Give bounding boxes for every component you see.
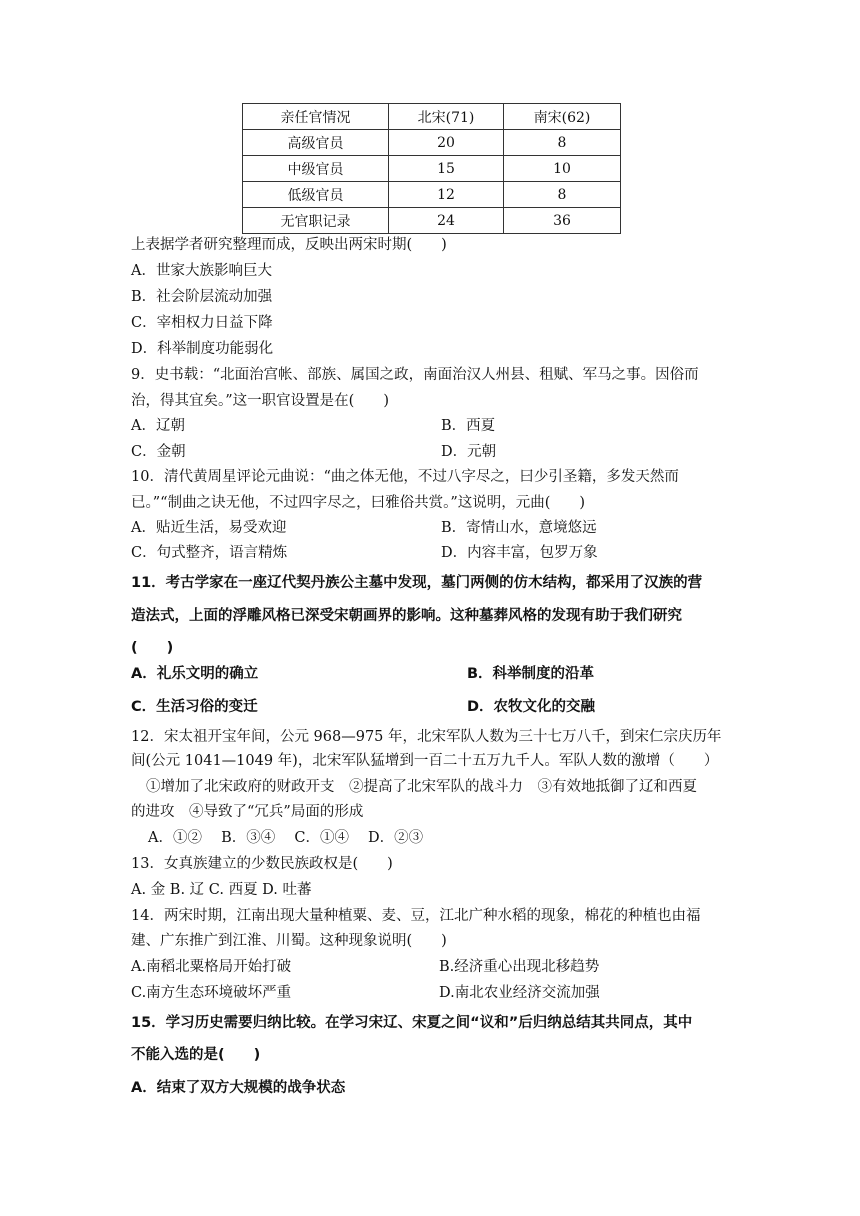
- question-9-line-2: 治，得其宜矣。”这一职官设置是在( ): [131, 393, 389, 409]
- question-10-option-a: A．贴近生活，易受欢迎: [131, 520, 287, 536]
- question-14-option-a: A.南稻北粟格局开始打破: [131, 959, 292, 975]
- question-10-line-1: 10．清代黄周星评论元曲说：“曲之体无他，不过八字尽之，曰少引圣籍，多发天然而: [131, 469, 679, 485]
- question-14-option-c: C.南方生态环境破坏严重: [131, 985, 292, 1001]
- question-15-option-a: A．结束了双方大规模的战争状态: [131, 1080, 346, 1096]
- table-cell: 8: [504, 130, 621, 156]
- question-9-option-b: B．西夏: [441, 418, 496, 434]
- table-cell: 36: [504, 208, 621, 234]
- question-10-option-b: B．寄情山水，意境悠远: [441, 520, 597, 536]
- officials-table: [242, 103, 621, 234]
- table-row: [243, 156, 621, 182]
- question-8-option-d: D．科举制度功能弱化: [131, 341, 274, 357]
- question-11-option-c: C．生活习俗的变迁: [131, 699, 258, 715]
- table-header-cell: 北宋(71): [389, 104, 504, 130]
- question-8-stem: 上表据学者研究整理而成，反映出两宋时期( ): [131, 237, 447, 253]
- question-10-line-2: 已。”“制曲之诀无他，不过四字尽之，曰雅俗共赏。”这说明，元曲( ): [131, 495, 586, 511]
- question-10-option-c: C．句式整齐，语言精炼: [131, 545, 288, 561]
- table-cell: 24: [389, 208, 504, 234]
- question-8-option-c: C．宰相权力日益下降: [131, 315, 273, 331]
- table-header-cell: 亲任官情况: [243, 104, 389, 130]
- table-cell: 15: [389, 156, 504, 182]
- question-14-line-2: 建、广东推广到江淮、川蜀。这种现象说明( ): [131, 933, 447, 949]
- question-9-line-1: 9．史书载：“北面治宫帐、部族、属国之政，南面治汉人州县、租赋、军马之事。因俗而: [131, 367, 699, 383]
- table-row: [243, 130, 621, 156]
- question-13-stem: 13．女真族建立的少数民族政权是( ): [131, 856, 393, 872]
- question-12-options: A．①② B．③④ C．①④ D．②③: [148, 830, 424, 846]
- question-12-line-4: 的进攻 ④导致了“冗兵”局面的形成: [131, 804, 364, 820]
- question-8-option-a: A．世家大族影响巨大: [131, 263, 272, 279]
- question-10-option-d: D．内容丰富，包罗万象: [441, 545, 598, 561]
- table-row: [243, 182, 621, 208]
- question-13-options: A. 金 B. 辽 C. 西夏 D. 吐蕃: [131, 882, 312, 898]
- question-15-line-1: 15．学习历史需要归纳比较。在学习宋辽、宋夏之间“议和”后归纳总结其共同点，其中: [131, 1015, 693, 1031]
- table-cell: 8: [504, 182, 621, 208]
- question-11-option-b: B．科举制度的沿革: [467, 666, 595, 682]
- table-cell: 高级官员: [243, 130, 389, 156]
- question-12-line-2: 间(公元 1041—1049 年)，北宋军队猛增到一百二十五万九千人。军队人数的激增（ ）: [131, 753, 719, 769]
- question-9-option-a: A．辽朝: [131, 418, 185, 434]
- table-header-cell: 南宋(62): [504, 104, 621, 130]
- table-cell: 12: [389, 182, 504, 208]
- question-11-line-3: ( ): [131, 640, 174, 656]
- table-header-row: [243, 104, 621, 130]
- question-15-line-2: 不能入选的是( ): [131, 1047, 261, 1063]
- question-14-option-b: B.经济重心出现北移趋势: [439, 959, 600, 975]
- question-11-option-a: A．礼乐文明的确立: [131, 666, 259, 682]
- question-14-line-1: 14．两宋时期，江南出现大量种植粟、麦、豆，江北广种水稻的现象，棉花的种植也由福: [131, 908, 701, 924]
- table-cell: 中级官员: [243, 156, 389, 182]
- question-11-line-1: 11．考古学家在一座辽代契丹族公主墓中发现，墓门两侧的仿木结构，都采用了汉族的营: [131, 575, 703, 591]
- table-row: [243, 208, 621, 234]
- question-12-line-1: 12．宋太祖开宝年间，公元 968—975 年，北宋军队人数为三十七万八千，到宋仁宗庆历年: [131, 729, 722, 745]
- table-cell: 无官职记录: [243, 208, 389, 234]
- table-cell: 低级官员: [243, 182, 389, 208]
- question-11-line-2: 造法式，上面的浮雕风格已深受宋朝画界的影响。这种墓葬风格的发现有助于我们研究: [131, 608, 682, 624]
- question-14-option-d: D.南北农业经济交流加强: [439, 985, 600, 1001]
- question-8-option-b: B．社会阶层流动加强: [131, 289, 273, 305]
- table-cell: 10: [504, 156, 621, 182]
- question-11-option-d: D．农牧文化的交融: [467, 699, 596, 715]
- table-cell: 20: [389, 130, 504, 156]
- question-12-line-3: ①增加了北宋政府的财政开支 ②提高了北宋军队的战斗力 ③有效地抵御了辽和西夏: [146, 779, 697, 795]
- question-9-option-d: D．元朝: [441, 444, 497, 460]
- question-9-option-c: C．金朝: [131, 444, 186, 460]
